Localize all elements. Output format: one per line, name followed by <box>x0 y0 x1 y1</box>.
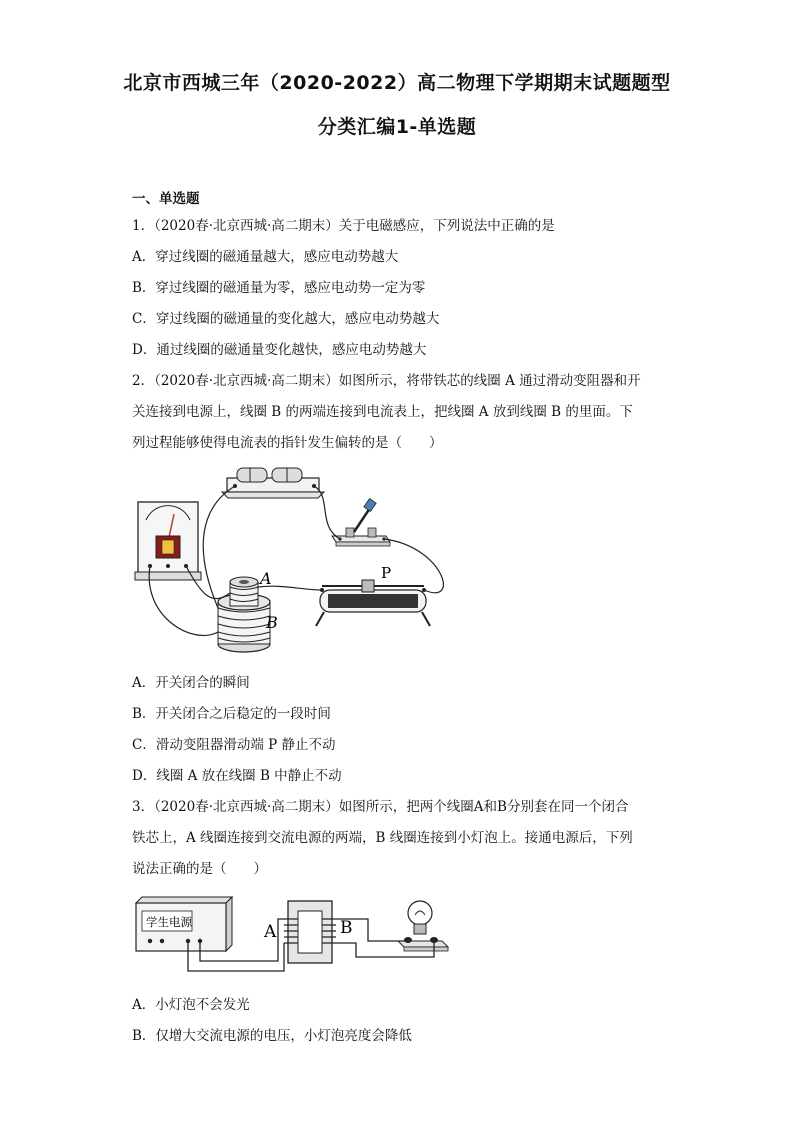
q1-option-c: C．穿过线圈的磁通量的变化越大，感应电动势越大 <box>132 311 440 327</box>
knife-switch <box>332 499 390 546</box>
q2-circuit-figure <box>132 466 462 666</box>
galvanometer <box>135 502 201 580</box>
q3-transformer-figure <box>132 893 462 975</box>
coil-b-label: B <box>266 613 278 632</box>
coil-a <box>230 577 258 606</box>
q1-option-a: A．穿过线圈的磁通量越大，感应电动势越大 <box>132 249 399 265</box>
rheostat <box>316 580 430 626</box>
q2-option-d: D．线圈 A 放在线圈 B 中静止不动 <box>132 768 342 784</box>
section-heading: 一、单选题 <box>132 191 200 207</box>
page-title-line-2: 分类汇编1-单选题 <box>317 116 477 138</box>
q3-stem-line-1: 3．（2020春·北京西城·高二期末）如图所示，把两个线圈A和B分别套在同一个闭合 <box>132 799 629 815</box>
q1-stem: 1．（2020春·北京西城·高二期末）关于电磁感应，下列说法中正确的是 <box>132 218 555 234</box>
q2-stem-line-2: 关连接到电源上，线圈 B 的两端连接到电流表上，把线圈 A 放到线圈 B 的里面。下 <box>132 404 633 420</box>
iron-core <box>288 901 332 963</box>
q2-option-b: B．开关闭合之后稳定的一段时间 <box>132 706 331 722</box>
coil-b-label: B <box>340 918 353 938</box>
q2-option-a: A．开关闭合的瞬间 <box>132 675 250 691</box>
student-power-supply <box>136 897 232 951</box>
slider-p-label: P <box>381 564 392 582</box>
q2-option-c: C．滑动变阻器滑动端 P 静止不动 <box>132 737 336 753</box>
light-bulb <box>398 901 448 951</box>
q3-option-a: A．小灯泡不会发光 <box>132 997 250 1013</box>
q2-stem-line-1: 2．（2020春·北京西城·高二期末）如图所示，将带铁芯的线圈 A 通过滑动变阻器和开 <box>132 373 641 389</box>
power-supply-label: 学生电源 <box>146 915 192 929</box>
q1-option-d: D．通过线圈的磁通量变化越快，感应电动势越大 <box>132 342 427 358</box>
q2-stem-line-3: 列过程能够使得电流表的指针发生偏转的是（ ） <box>132 435 443 451</box>
coil-a-label: A <box>264 922 277 942</box>
coil-a-label: A <box>260 569 272 588</box>
q3-stem-line-2: 铁芯上，A 线圈连接到交流电源的两端，B 线圈连接到小灯泡上。接通电源后，下列 <box>132 830 633 846</box>
q1-option-b: B．穿过线圈的磁通量为零，感应电动势一定为零 <box>132 280 426 296</box>
q3-stem-line-3: 说法正确的是（ ） <box>132 861 267 877</box>
page-title-line-1: 北京市西城三年（2020-2022）高二物理下学期期末试题题型 <box>123 72 671 94</box>
battery-box <box>222 468 324 498</box>
q3-option-b: B．仅增大交流电源的电压，小灯泡亮度会降低 <box>132 1028 412 1044</box>
